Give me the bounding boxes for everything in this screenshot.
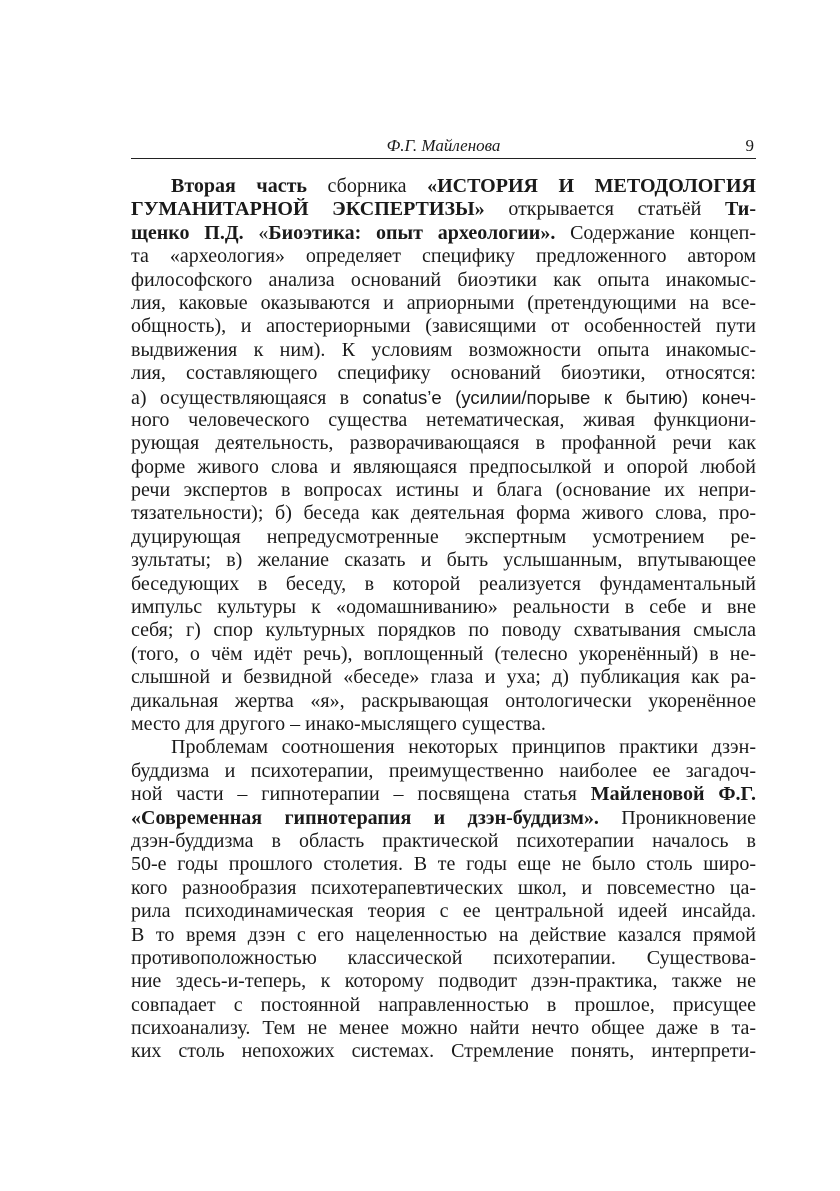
text-line: философского анализа оснований биоэтики как опыта инакомыс- [131,268,756,291]
header-author: Ф.Г. Майленова [386,136,501,155]
text-line: Проблемам соотношения некоторых принципов практики дзэн- [171,736,756,759]
text-line: Вторая часть сборника «ИСТОРИЯ И МЕТОДОЛОГИЯ [171,175,756,197]
text-line: 50-е годы прошлого столетия. В те годы еще не было столь широ- [131,853,756,876]
text-line: дикальная жертва «я», раскрывающая онтологически укоренённое [131,689,756,712]
paragraph-1 [131,175,756,736]
text-line: зультаты; в) желание сказать и быть услышанным, впутывающее [131,549,756,572]
text-line: ГУМАНИТАРНОЙ ЭКСПЕРТИЗЫ» открывается статьёй Ти- [131,198,756,221]
text-line: тязательности); б) беседа как деятельная форма живого слова, про- [131,502,756,525]
text-line: кого разнообразия психотерапевтических школ, и повсеместно ца- [131,876,756,899]
page-number: 9 [745,136,754,155]
text-line: а) осуществляющаяся в conatus’e (усилии/порыве к бытию) конеч- [131,386,756,409]
text-line: В то время дзэн с его нацеленностью на действие казался прямой [131,923,756,946]
text-line: ной части – гипнотерапии – посвящена статья Майленовой Ф.Г. [131,783,756,806]
text-line: лия, каковые оказываются и априорными (претендующими на все- [131,291,756,314]
text-line: психоанализу. Тем не менее можно найти нечто общее даже в та- [131,1017,756,1040]
running-header [131,136,756,159]
text-line: форме живого слова и являющаяся предпосылкой и опорой любой [131,455,756,478]
page-body [131,175,756,1064]
text-line: беседующих в беседу, в которой реализуется фундаментальный [131,572,756,595]
text-line: «Современная гипнотерапия и дзэн-буддизм». Проникновение [131,806,756,829]
text-line: общность), и апостериорными (зависящими от особенностей пути [131,315,756,338]
text-line: дзэн-буддизма в область практической психотерапии началось в [131,829,756,852]
text-line: противоположностью классической психотерапии. Существова- [131,946,756,969]
paragraph-2 [131,736,756,1063]
text-line: себя; г) спор культурных порядков по поводу схватывания смысла [131,619,756,642]
text-line: та «археология» определяет специфику предложенного автором [131,245,756,268]
text-line: ких столь непохожих системах. Стремление понять, интерпрети- [131,1040,756,1063]
text-line: импульс культуры к «одомашниванию» реальности в себе и вне [131,596,756,619]
text-line: ного человеческого существа нетематическая, живая функциони- [131,408,756,431]
text-line: лия, составляющего специфику оснований биоэтики, относятся: [131,362,756,385]
text-line: слышной и безвидной «беседе» глаза и уха; д) публикация как ра- [131,666,756,689]
text-line: рующая деятельность, разворачивающаяся в профанной речи как [131,432,756,455]
text-line: щенко П.Д. «Биоэтика: опыт археологии». Содержание концеп- [131,221,756,244]
text-line: место для другого – инако-мыслящего существа. [131,712,546,735]
text-line: дуцирующая непредусмотренные экспертным усмотрением ре- [131,525,756,548]
text-line: буддизма и психотерапии, преимущественно наиболее ее загадоч- [131,759,756,782]
text-line: (того, о чём идёт речь), воплощенный (телесно укоренённый) в не- [131,642,756,665]
text-line: выдвижения к ним). К условиям возможности опыта инакомыс- [131,338,756,361]
text-line: речи экспертов в вопросах истины и блага (основание их непри- [131,479,756,502]
text-line: рила психодинамическая теория с ее центральной идеей инсайда. [131,900,756,923]
text-line: совпадает с постоянной направленностью в прошлое, присущее [131,993,756,1016]
text-line: ние здесь-и-теперь, к которому подводит дзэн-практика, также не [131,970,756,993]
